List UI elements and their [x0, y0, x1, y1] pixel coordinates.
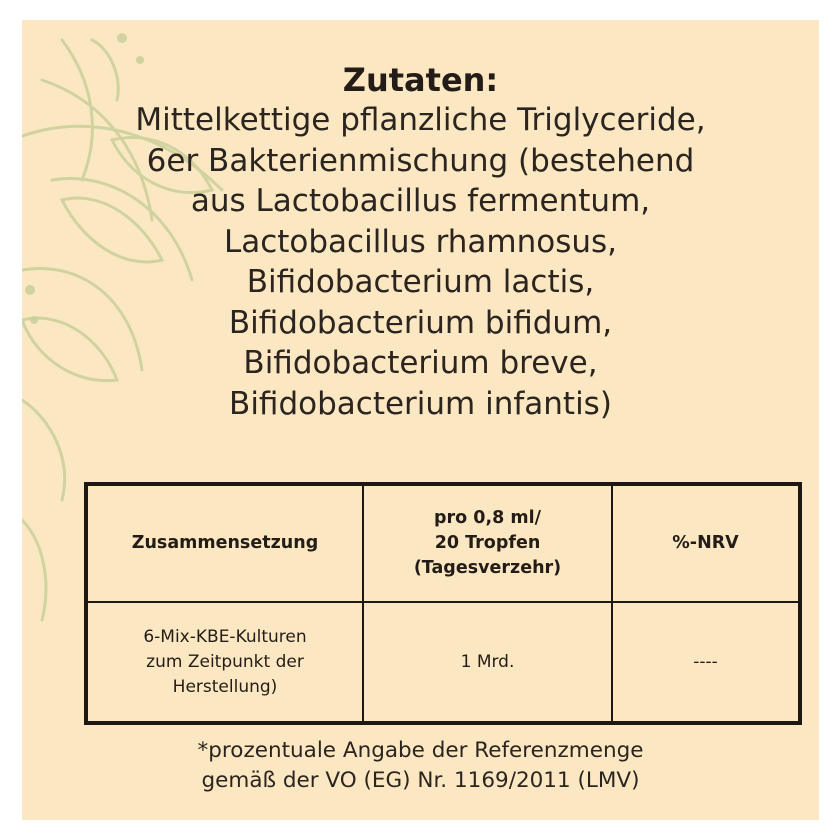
table-header-row [86, 484, 800, 602]
ingredients-line: Bifidobacterium infantis) [229, 385, 612, 422]
nutrition-table [84, 482, 802, 725]
header-nrv [612, 484, 800, 602]
header-composition-text: Zusammensetzung [131, 533, 319, 553]
header-composition [86, 484, 363, 602]
cell-composition-line: Herstellung) [172, 676, 278, 697]
header-amount-line: (Tagesverzehr) [413, 558, 562, 578]
ingredients-line: Mittelkettige pflanzliche Triglyceride, [135, 102, 706, 138]
ingredients-line: Bifidobacterium bifidum, [228, 304, 613, 341]
cell-composition [86, 602, 363, 723]
footnote-line: *prozentuale Angabe der Referenzmenge [197, 738, 644, 763]
header-amount [363, 484, 612, 602]
table-row [86, 602, 800, 723]
ingredients-line: 6er Bakterienmischung (bestehend [146, 142, 695, 179]
footnote-line: gemäß der VO (EG) Nr. 1169/2011 (LMV) [201, 768, 640, 793]
cell-composition-line: zum Zeitpunkt der [146, 651, 304, 672]
ingredients-line: Bifidobacterium breve, [243, 345, 598, 381]
label-panel [22, 20, 819, 820]
header-amount-line: pro 0,8 ml/ [434, 508, 541, 528]
footnote [22, 736, 819, 796]
cell-composition-line: 6-Mix-KBE-Kulturen [143, 626, 307, 647]
header-amount-line: 20 Tropfen [434, 533, 541, 553]
cell-amount: 1 Mrd. [363, 602, 612, 723]
ingredients-line: Bifidobacterium lactis, [246, 264, 595, 300]
ingredients-line: aus Lactobacillus fermentum, [190, 183, 651, 219]
header-nrv-text: %-NRV [672, 533, 739, 553]
cell-nrv: ---- [612, 602, 800, 723]
ingredients-block [22, 60, 819, 424]
ingredients-title: Zutaten: [342, 61, 499, 99]
ingredients-line: Lactobacillus rhamnosus, [223, 223, 618, 260]
